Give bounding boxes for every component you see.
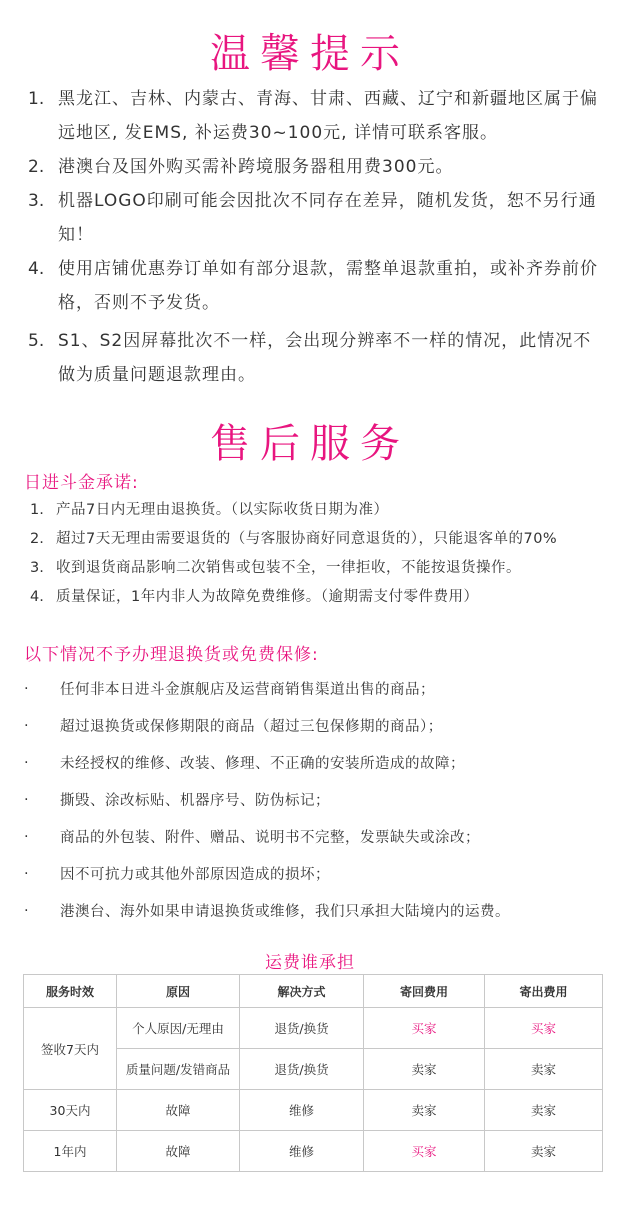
exclusion-text: 撕毁、涂改标贴、机器序号、防伪标记； bbox=[60, 793, 330, 809]
notice-item bbox=[28, 82, 608, 150]
notice-text: 使用店铺优惠券订单如有部分退款，需整单退款重拍，或补齐券前价格，否则不予发货。 bbox=[58, 259, 598, 313]
solution-cell: 退货/换货 bbox=[240, 1008, 364, 1049]
column-header: 寄回费用 bbox=[364, 975, 485, 1008]
return-fee-cell: 买家 bbox=[364, 1008, 485, 1049]
reason-cell: 故障 bbox=[117, 1131, 240, 1172]
bullet-dot: · bbox=[24, 717, 30, 734]
promise-num: 3. bbox=[30, 560, 44, 576]
table-row bbox=[24, 1090, 603, 1131]
bullet-dot: · bbox=[24, 902, 30, 919]
promise-num: 4. bbox=[30, 589, 44, 605]
promise-list bbox=[30, 500, 605, 616]
promise-text: 质量保证，1年内非人为故障免费维修。（逾期需支付零件费用） bbox=[56, 589, 479, 605]
notice-text: 港澳台及国外购买需补跨境服务器租用费300元。 bbox=[58, 157, 454, 177]
return-fee-cell: 卖家 bbox=[364, 1090, 485, 1131]
promise-item bbox=[30, 558, 605, 579]
bullet-dot: · bbox=[24, 791, 30, 808]
exclusion-item bbox=[24, 818, 604, 855]
promise-text: 产品7日内无理由退换货。（以实际收货日期为准） bbox=[56, 502, 389, 518]
notice-text: 黑龙江、吉林、内蒙古、青海、甘肃、西藏、辽宁和新疆地区属于偏远地区, 发EMS, 补运费30~100元, 详情可联系客服。 bbox=[58, 89, 598, 143]
promise-item bbox=[30, 500, 605, 521]
table-row bbox=[24, 1131, 603, 1172]
notice-item bbox=[28, 184, 608, 252]
exclusion-item bbox=[24, 707, 604, 744]
exclusion-item bbox=[24, 670, 604, 707]
exclusion-text: 因不可抗力或其他外部原因造成的损坏； bbox=[60, 867, 330, 883]
reason-cell: 故障 bbox=[117, 1090, 240, 1131]
exclusion-text: 商品的外包装、附件、赠品、说明书不完整，发票缺失或涂改； bbox=[60, 830, 480, 846]
exclusion-item bbox=[24, 892, 604, 929]
notice-title: 温馨提示 bbox=[210, 31, 410, 77]
send-fee-cell: 买家 bbox=[485, 1008, 603, 1049]
promise-text: 收到退货商品影响二次销售或包装不全，一律拒收，不能按退货操作。 bbox=[56, 560, 521, 576]
exclusion-text: 超过退换货或保修期限的商品（超过三包保修期的商品）； bbox=[60, 719, 443, 735]
bullet-dot: · bbox=[24, 865, 30, 882]
send-fee-cell: 卖家 bbox=[485, 1131, 603, 1172]
column-header: 服务时效 bbox=[24, 975, 117, 1008]
promise-item bbox=[30, 529, 605, 550]
return-fee-cell: 买家 bbox=[364, 1131, 485, 1172]
notice-num: 2. bbox=[28, 157, 45, 177]
notice-num: 3. bbox=[28, 191, 45, 211]
promise-heading: 日进斗金承诺: bbox=[24, 473, 139, 493]
service-title: 售后服务 bbox=[210, 421, 410, 467]
return-fee-cell: 卖家 bbox=[364, 1049, 485, 1090]
notice-num: 4. bbox=[28, 259, 45, 279]
exclusion-text: 任何非本日进斗金旗舰店及运营商销售渠道出售的商品； bbox=[60, 682, 435, 698]
bullet-dot: · bbox=[24, 754, 30, 771]
exclusion-list bbox=[24, 670, 604, 929]
solution-cell: 退货/换货 bbox=[240, 1049, 364, 1090]
exclusion-item bbox=[24, 855, 604, 892]
notice-list bbox=[28, 82, 608, 392]
period-cell: 30天内 bbox=[24, 1090, 117, 1131]
table-row bbox=[24, 1008, 603, 1049]
exclusion-text: 未经授权的维修、改装、修理、不正确的安装所造成的故障； bbox=[60, 756, 465, 772]
table-header-row bbox=[24, 975, 603, 1008]
period-cell: 签收7天内 bbox=[24, 1008, 117, 1090]
column-header: 原因 bbox=[117, 975, 240, 1008]
notice-num: 1. bbox=[28, 89, 45, 109]
promise-num: 2. bbox=[30, 531, 44, 547]
solution-cell: 维修 bbox=[240, 1131, 364, 1172]
notice-num: 5. bbox=[28, 331, 45, 351]
exclusion-item bbox=[24, 744, 604, 781]
column-header: 寄出费用 bbox=[485, 975, 603, 1008]
period-cell: 1年内 bbox=[24, 1131, 117, 1172]
bullet-dot: · bbox=[24, 680, 30, 697]
column-header: 解决方式 bbox=[240, 975, 364, 1008]
notice-item bbox=[28, 324, 608, 392]
notice-text: S1、S2因屏幕批次不一样，会出现分辨率不一样的情况，此情况不做为质量问题退款理由。 bbox=[58, 331, 592, 385]
send-fee-cell: 卖家 bbox=[485, 1049, 603, 1090]
promise-item bbox=[30, 587, 605, 608]
bullet-dot: · bbox=[24, 828, 30, 845]
solution-cell: 维修 bbox=[240, 1090, 364, 1131]
fee-table bbox=[23, 974, 603, 1172]
exclusion-heading: 以下情况不予办理退换货或免费保修: bbox=[24, 645, 319, 665]
notice-item bbox=[28, 150, 608, 184]
notice-item bbox=[28, 252, 608, 320]
reason-cell: 质量问题/发错商品 bbox=[117, 1049, 240, 1090]
exclusion-text: 港澳台、海外如果申请退换货或维修，我们只承担大陆境内的运费。 bbox=[60, 904, 510, 920]
reason-cell: 个人原因/无理由 bbox=[117, 1008, 240, 1049]
promise-text: 超过7天无理由需要退货的（与客服协商好同意退货的），只能退客单的70% bbox=[56, 531, 558, 547]
notice-text: 机器LOGO印刷可能会因批次不同存在差异，随机发货，恕不另行通知！ bbox=[58, 191, 597, 245]
send-fee-cell: 卖家 bbox=[485, 1090, 603, 1131]
fee-table-title: 运费谁承担 bbox=[265, 953, 355, 973]
promise-num: 1. bbox=[30, 502, 44, 518]
exclusion-item bbox=[24, 781, 604, 818]
